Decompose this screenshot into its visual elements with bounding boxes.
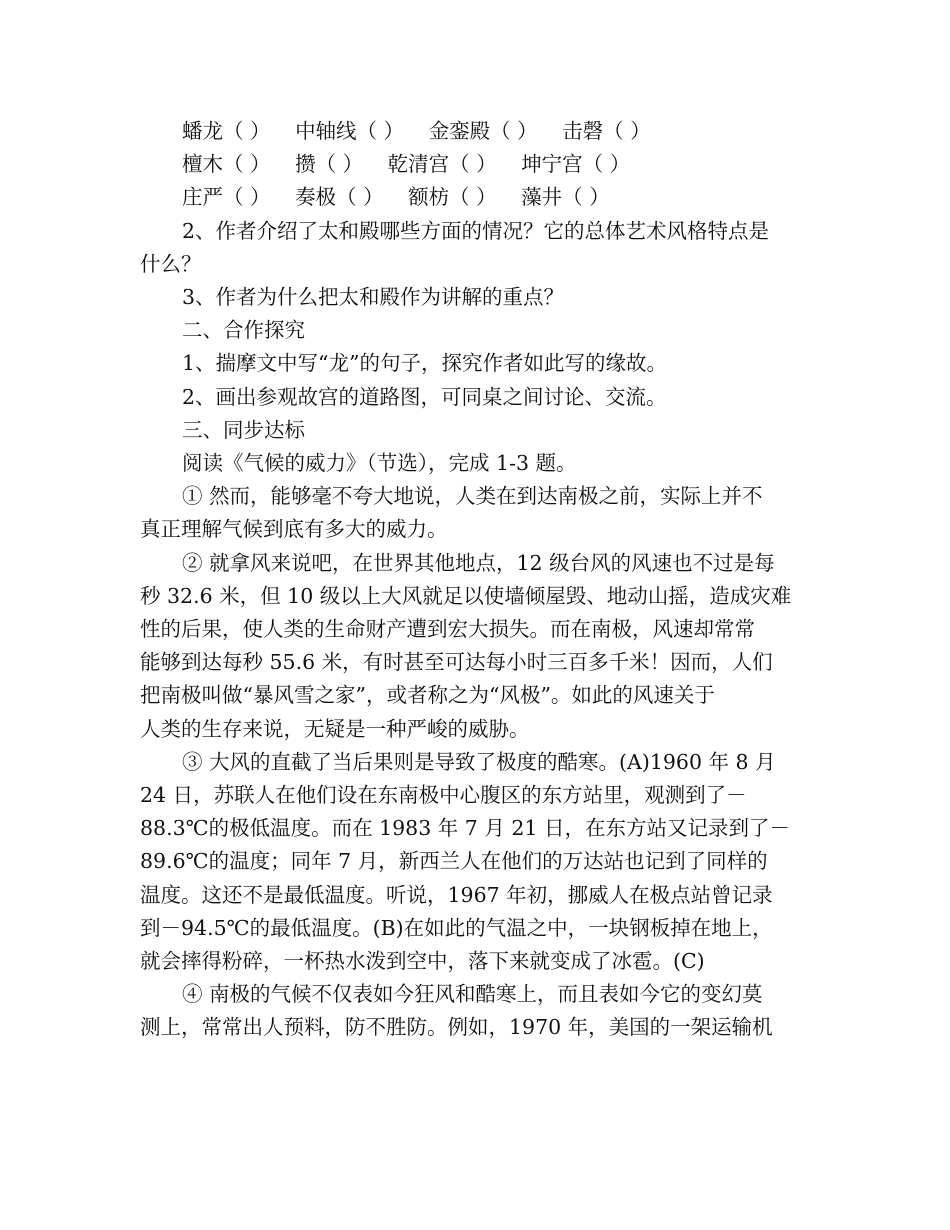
- vocab-item: 坤宁宫（ ）: [521, 152, 631, 177]
- text-line: 2、画出参观故宫的道路图，可同桌之间讨论、交流。: [182, 384, 667, 409]
- text-line: 阅读《气候的威力》（节选），完成 1-3 题。: [182, 451, 577, 476]
- text-line: 88.3℃的极低温度。而在 1983 年 7 月 21 日，在东方站又记录到了－: [140, 816, 790, 841]
- text-line: 温度。这还不是最低温度。听说，1967 年初，挪威人在极点站曾记录: [140, 882, 773, 907]
- vocab-row: [140, 115, 812, 148]
- vocab-item: 击磬（ ）: [562, 119, 651, 143]
- text-line: ③ 大风的直截了当后果则是导致了极度的酷寒。(A)1960 年 8 月: [182, 749, 776, 774]
- vocab-item: 中轴线（ ）: [295, 119, 405, 143]
- text-line: 三、同步达标: [182, 417, 305, 442]
- vocab-item: 乾清宫（ ）: [387, 152, 497, 177]
- text-line: 能够到达每秒 55.6 米，有时甚至可达每小时三百多千米！因而，人们: [140, 650, 773, 675]
- vocab-item: 攒（ ）: [295, 152, 364, 177]
- text-line: ④ 南极的气候不仅表如今狂风和酷寒上，而且表如今它的变幻莫: [182, 982, 763, 1007]
- document-page: [140, 115, 812, 1045]
- vocab-item: 额枋（ ）: [408, 185, 497, 210]
- text-line: ② 就拿风来说吧，在世界其他地点，12 级台风的风速也不过是每: [182, 550, 775, 575]
- body-text: [140, 215, 812, 1045]
- vocab-item: 蟠龙（ ）: [182, 119, 271, 143]
- text-line: 人类的生存来说，无疑是一种严峻的威胁。: [140, 716, 530, 741]
- text-line: 2、作者介绍了太和殿哪些方面的情况？它的总体艺术风格特点是: [182, 218, 770, 243]
- text-line: 24 日，苏联人在他们设在东南极中心腹区的东方站里，观测到了－: [140, 783, 747, 808]
- text-line: 89.6℃的温度；同年 7 月，新西兰人在他们的万达站也记到了同样的: [140, 849, 768, 874]
- text-line: 真正理解气候到底有多大的威力。: [140, 517, 448, 542]
- text-line: 3、作者为什么把太和殿作为讲解的重点？: [182, 285, 565, 310]
- vocab-item: 庄严（ ）: [182, 185, 271, 210]
- vocab-row: [140, 148, 812, 181]
- text-line: 就会摔得粉碎，一杯热水泼到空中，落下来就变成了冰雹。(C): [140, 949, 705, 974]
- vocab-item: 奏极（ ）: [295, 185, 384, 210]
- vocab-row: [140, 181, 812, 214]
- text-line: 1、揣摩文中写“龙”的句子，探究作者如此写的缘故。: [182, 351, 668, 376]
- vocab-item: 檀木（ ）: [182, 152, 271, 177]
- text-line: 什么？: [140, 251, 202, 276]
- text-line: 到－94.5℃的最低温度。(B)在如此的气温之中，一块钢板掉在地上，: [140, 915, 773, 940]
- vocab-item: 藻井（ ）: [521, 185, 610, 210]
- text-line: 把南极叫做“暴风雪之家”，或者称之为“风极”。如此的风速关于: [140, 683, 715, 708]
- text-line: 秒 32.6 米，但 10 级以上大风就足以使墙倾屋毁、地动山摇，造成灾难: [140, 583, 792, 608]
- text-line: 性的后果，使人类的生命财产遭到宏大损失。而在南极，风速却常常: [140, 617, 755, 642]
- text-line: ① 然而，能够毫不夸大地说，人类在到达南极之前，实际上并不: [182, 484, 763, 509]
- text-line: 二、合作探究: [182, 318, 305, 343]
- text-line: 测上，常常出人预料，防不胜防。例如，1970 年，美国的一架运输机: [140, 1015, 773, 1040]
- vocab-item: 金銮殿（ ）: [428, 119, 538, 143]
